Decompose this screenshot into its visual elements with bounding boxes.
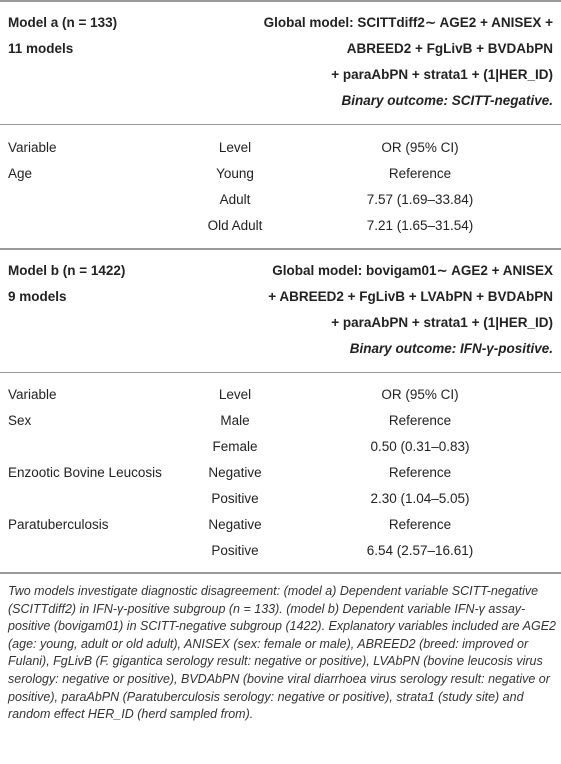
model-b-header-or: OR (95% CI)	[381, 387, 459, 402]
or-cell: 2.30 (1.04–5.05)	[370, 491, 470, 506]
model-b-outcome: Binary outcome: IFN-γ-positive.	[349, 341, 553, 356]
or-cell: Reference	[388, 465, 452, 480]
variable-cell: Age	[8, 166, 33, 181]
level-cell: Young	[216, 166, 254, 181]
or-cell: 0.50 (0.31–0.83)	[370, 439, 470, 454]
variable-cell: Enzootic Bovine Leucosis	[8, 465, 162, 480]
level-cell: Positive	[211, 491, 259, 506]
model-b-header-rule	[0, 372, 561, 373]
level-cell: Negative	[208, 465, 262, 480]
model-a-header-variable: Variable	[8, 140, 57, 155]
model-a-global-line-2: ABREED2 + FgLivB + BVDAbPN	[346, 41, 553, 56]
model-b-header-variable: Variable	[8, 387, 57, 402]
table-footnote: Two models investigate diagnostic disagreement: (model a) Dependent variable SCITT-negative (SCITTdiff2) in IFN-γ-positive subgroup (n = 133). (model b) Dependent variable IFN-γ assay-positive (bovigam01) in SCITT-negative subgroup (1422). Explanatory variables included are AGE2 (age: young, adult or old adult), ANISEX (sex: female or male), ABREED2 (breed: improved or Fulani), FgLivB (F. gigantica serology result: negative or positive), LVAbPN (bovine leucosis virus serology: negative or positive), BVDAbPN (bovine viral diarrhoea virus serology result: negative or positive), paraAbPN (Paratuberculosis serology: negative or positive), strata1 (study site) and random effect HER_ID (herd sampled from).	[8, 584, 556, 722]
level-cell: Negative	[208, 517, 262, 532]
level-cell: Positive	[211, 543, 259, 558]
model-b-header-level: Level	[218, 387, 252, 402]
model-a-title: Model a (n = 133)	[8, 15, 118, 30]
model-a-outcome: Binary outcome: SCITT-negative.	[341, 93, 553, 108]
model-b-global-line-3: + paraAbPN + strata1 + (1|HER_ID)	[331, 315, 553, 330]
or-cell: 7.57 (1.69–33.84)	[366, 192, 474, 207]
level-cell: Adult	[219, 192, 251, 207]
level-cell: Female	[212, 439, 258, 454]
or-cell: Reference	[388, 517, 452, 532]
or-cell: 7.21 (1.65–31.54)	[366, 218, 474, 233]
model-a-header-level: Level	[218, 140, 252, 155]
level-cell: Old Adult	[207, 218, 263, 233]
model-b-title: Model b (n = 1422)	[8, 263, 126, 278]
model-b-global-line-2: + ABREED2 + FgLivB + LVAbPN + BVDAbPN	[268, 289, 553, 304]
model-a-header-or: OR (95% CI)	[381, 140, 459, 155]
model-a-header-rule	[0, 124, 561, 125]
model-b-count: 9 models	[8, 289, 67, 304]
model-a-global-line-3: + paraAbPN + strata1 + (1|HER_ID)	[331, 67, 553, 82]
top-rule	[0, 0, 561, 2]
level-cell: Male	[220, 413, 250, 428]
variable-cell: Paratuberculosis	[8, 517, 109, 532]
or-cell: 6.54 (2.57–16.61)	[366, 543, 474, 558]
variable-cell: Sex	[8, 413, 32, 428]
model-a-global-line-1: Global model: SCITTdiff2∼ AGE2 + ANISEX +	[263, 15, 553, 30]
model-a-count: 11 models	[8, 41, 74, 56]
bottom-rule	[0, 572, 561, 574]
or-cell: Reference	[388, 166, 452, 181]
model-b-global-line-1: Global model: bovigam01∼ AGE2 + ANISEX	[272, 263, 553, 278]
or-cell: Reference	[388, 413, 452, 428]
section-divider	[0, 248, 561, 250]
